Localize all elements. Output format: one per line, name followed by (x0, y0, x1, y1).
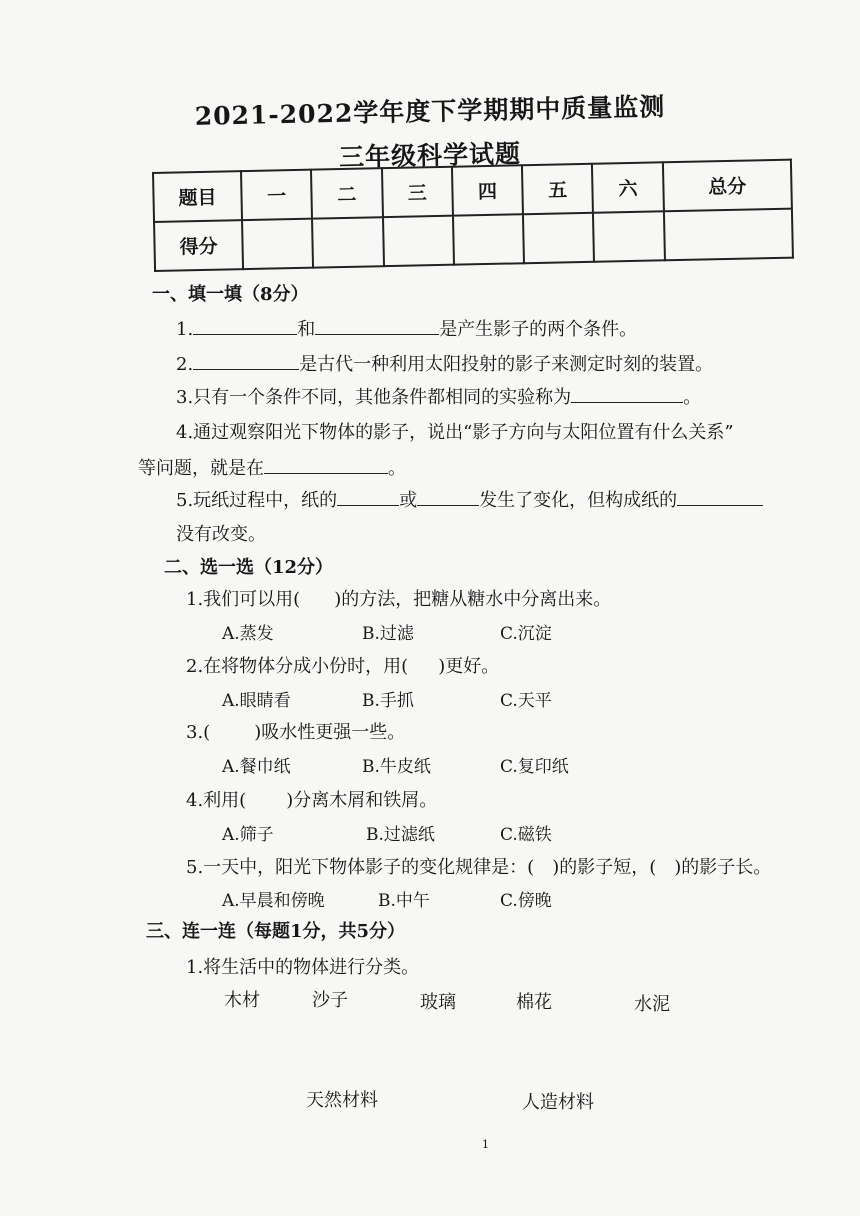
option-a[interactable]: A.蒸发 (222, 624, 274, 644)
option-a[interactable]: A.早晨和傍晚 (222, 891, 325, 911)
question-1-4: 4.通过观察阳光下物体的影子，说出“影子方向与太阳位置有什么关系” (176, 422, 734, 443)
score-cell-header: 二 (311, 168, 382, 218)
answer-blank[interactable] (677, 487, 763, 506)
page-number: 1 (482, 1138, 489, 1151)
question-2-4: 4.利用( )分离木屑和铁屑。 (186, 790, 438, 811)
section1-heading: 一、填一填（8分） (152, 284, 309, 305)
answer-blank[interactable] (571, 384, 683, 403)
material-item[interactable]: 水泥 (634, 994, 670, 1015)
exam-subtitle: 三年级科学试题 (338, 139, 522, 172)
score-cell-header: 四 (452, 165, 523, 215)
option-b[interactable]: B.过滤 (362, 624, 414, 644)
question-2-1: 1.我们可以用( )的方法，把糖从糖水中分离出来。 (186, 589, 612, 610)
material-item[interactable]: 木材 (224, 990, 260, 1011)
option-c[interactable]: C.沉淀 (500, 624, 552, 644)
exam-title: 2021-2022学年度下学期期中质量监测 (194, 92, 666, 131)
option-a[interactable]: A.餐巾纸 (222, 757, 291, 777)
option-b[interactable]: B.中午 (378, 891, 430, 911)
score-cell-header: 五 (522, 164, 593, 214)
question-1-4-cont: 等问题，就是在 。 (138, 454, 406, 480)
score-cell-empty (523, 213, 594, 263)
option-c[interactable]: C.复印纸 (500, 757, 569, 777)
score-table (152, 159, 794, 272)
answer-blank[interactable] (315, 316, 439, 335)
option-c[interactable]: C.天平 (500, 691, 552, 711)
question-2-3: 3.( )吸水性更强一些。 (186, 722, 406, 743)
option-a[interactable]: A.眼睛看 (222, 691, 291, 711)
option-a[interactable]: A.筛子 (222, 825, 274, 845)
option-b[interactable]: B.手抓 (362, 691, 414, 711)
score-cell-empty (242, 219, 313, 269)
category-natural[interactable]: 天然材料 (306, 1090, 378, 1111)
score-cell-header: 一 (241, 170, 312, 220)
answer-blank[interactable] (264, 455, 388, 474)
option-b[interactable]: B.过滤纸 (366, 825, 435, 845)
material-item[interactable]: 棉花 (516, 992, 552, 1013)
answer-blank[interactable] (337, 487, 399, 506)
question-1-2: 2. 是古代一种利用太阳投射的影子来测定时刻的装置。 (176, 350, 713, 376)
section2-heading: 二、选一选（12分） (164, 557, 334, 578)
score-cell-label: 题目 (153, 171, 242, 222)
score-cell-empty (312, 217, 383, 267)
question-1-3: 3.只有一个条件不同，其他条件都相同的实验称为 。 (176, 383, 701, 409)
material-item[interactable]: 沙子 (312, 990, 348, 1011)
question-2-2: 2.在将物体分成小份时，用( )更好。 (186, 656, 500, 677)
material-item[interactable]: 玻璃 (420, 992, 456, 1013)
option-c[interactable]: C.磁铁 (500, 825, 552, 845)
question-1-5: 5.玩纸过程中，纸的 或 发生了变化，但构成纸的 (176, 486, 763, 512)
question-3-1: 1.将生活中的物体进行分类。 (186, 957, 420, 978)
question-1-1: 1. 和 是产生影子的两个条件。 (176, 315, 637, 341)
question-2-5: 5.一天中，阳光下物体影子的变化规律是：( )的影子短，( )的影子长。 (186, 857, 772, 878)
score-cell-empty (593, 211, 664, 261)
score-cell-header: 六 (592, 162, 663, 212)
score-cell-empty (383, 216, 454, 266)
question-1-5-cont: 没有改变。 (176, 524, 266, 545)
score-cell-total: 总分 (663, 160, 792, 212)
score-cell-empty (664, 209, 793, 261)
section3-heading: 三、连一连（每题1分，共5分） (146, 921, 406, 942)
answer-blank[interactable] (417, 487, 479, 506)
category-artificial[interactable]: 人造材料 (522, 1092, 594, 1113)
answer-blank[interactable] (193, 351, 299, 370)
option-c[interactable]: C.傍晚 (500, 891, 552, 911)
score-cell-header: 三 (382, 167, 453, 217)
answer-blank[interactable] (193, 316, 297, 335)
score-cell-label: 得分 (154, 220, 243, 271)
option-b[interactable]: B.牛皮纸 (362, 757, 431, 777)
score-cell-empty (453, 214, 524, 264)
